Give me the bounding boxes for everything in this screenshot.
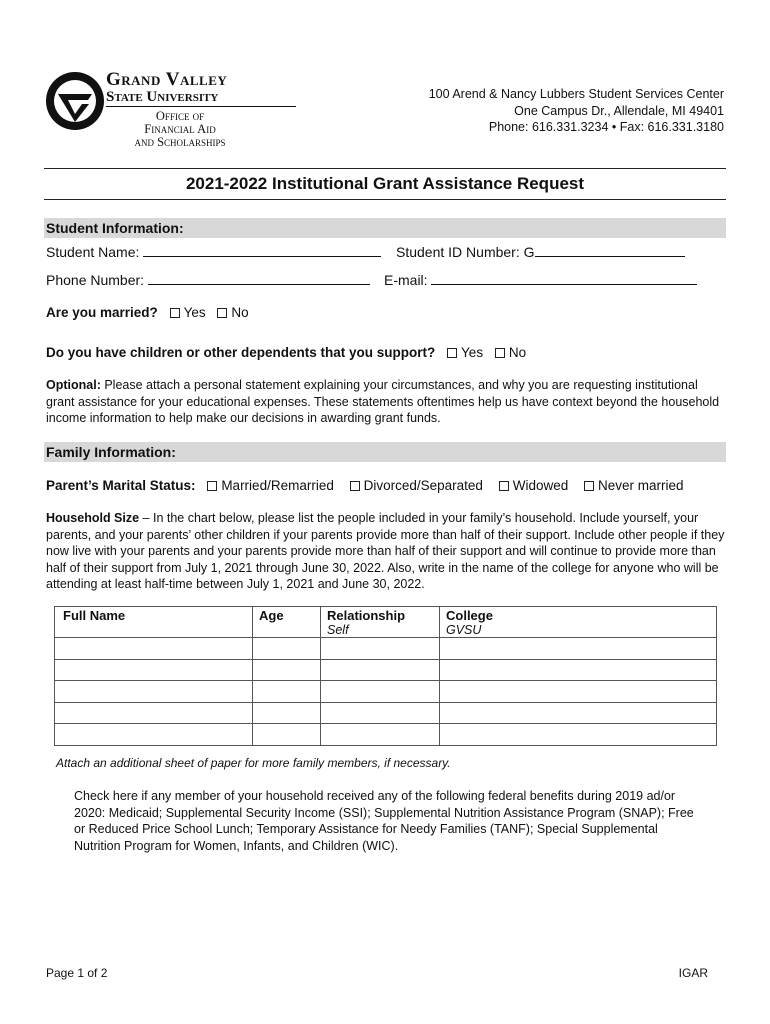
dependents-no-checkbox[interactable] — [495, 348, 505, 358]
married-no-label: No — [231, 305, 249, 320]
marital-option-label: Never married — [598, 478, 684, 493]
logo-line-1: Grand Valley — [106, 69, 228, 90]
column-header-full-name: Full Name — [55, 607, 253, 638]
household-size-label: Household Size — [46, 511, 140, 525]
dependents-yes-label: Yes — [461, 345, 484, 360]
married-yes-checkbox[interactable] — [170, 308, 180, 318]
table-row[interactable] — [55, 638, 717, 660]
household-size-text: – In the chart below, please list the people included in your family’s household. Include yourself, your parents, and your parents’ other children if your parents provide more than half of their support. Include other people if they now live with your parents and your parents provide more than half of their support and will continue to provide more than half of their support from July 1, 2021 through June 30, 2022. Also, write in the name of the college for anyone who will be attending at least half-time between July 1, 2021 and June 30, 2022. — [46, 511, 725, 591]
office-address — [429, 86, 724, 136]
form-title: 2021-2022 Institutional Grant Assistance Request — [185, 174, 585, 193]
student-id-row — [396, 244, 685, 260]
student-id-field[interactable] — [535, 244, 685, 257]
office-name: Office of Financial Aid and Scholarships — [134, 109, 226, 149]
page-number: Page 1 of 2 — [46, 966, 108, 980]
student-info-heading: Student Information: — [44, 218, 726, 238]
column-header-college: College GVSU — [440, 607, 717, 638]
table-header-row — [55, 607, 717, 638]
marital-option-label: Married/Remarried — [221, 478, 334, 493]
student-name-field[interactable] — [143, 244, 381, 257]
widowed-checkbox[interactable] — [499, 481, 509, 491]
example-college: GVSU — [446, 623, 482, 637]
household-size-instructions — [46, 510, 726, 593]
optional-statement — [46, 377, 726, 427]
divorced-separated-checkbox[interactable] — [350, 481, 360, 491]
student-id-label: Student ID Number: G — [396, 244, 535, 260]
marital-status-row — [46, 478, 684, 493]
phone-field[interactable] — [148, 272, 370, 285]
optional-label: Optional: — [46, 378, 101, 392]
family-info-heading: Family Information: — [44, 442, 726, 462]
optional-text: Please attach a personal statement explaining your circumstances, and why you are requesting institutional grant assistance for your educational expenses. These statements oftentimes help us have context beyond the household income information to help make our decisions in awarding grant funds. — [46, 378, 720, 425]
table-row[interactable] — [55, 724, 717, 746]
column-header-age: Age — [253, 607, 321, 638]
dependents-yes-checkbox[interactable] — [447, 348, 457, 358]
email-field[interactable] — [431, 272, 697, 285]
never-married-checkbox[interactable] — [584, 481, 594, 491]
example-relationship: Self — [327, 623, 349, 637]
email-row — [384, 272, 697, 288]
phone-label: Phone Number: — [46, 272, 145, 288]
married-question: Are you married? — [46, 305, 158, 320]
address-line: One Campus Dr., Allendale, MI 49401 — [514, 103, 724, 118]
column-header-relationship: Relationship Self — [321, 607, 440, 638]
title-bar — [44, 168, 726, 200]
dependents-no-label: No — [508, 345, 527, 360]
gvsu-logo — [44, 68, 264, 152]
marital-option-label: Widowed — [512, 478, 569, 493]
marital-status-label: Parent’s Marital Status: — [46, 478, 196, 493]
contact-line: Phone: 616.331.3234 • Fax: 616.331.3180 — [488, 120, 724, 134]
married-question-row — [46, 305, 249, 320]
household-table — [54, 606, 717, 746]
logo-line-2: State University — [106, 89, 296, 107]
email-label: E-mail: — [384, 272, 428, 288]
table-row[interactable] — [55, 702, 717, 724]
student-name-label: Student Name: — [46, 244, 140, 260]
gvsu-emblem-icon — [44, 70, 106, 132]
table-row[interactable] — [55, 681, 717, 703]
table-row[interactable] — [55, 659, 717, 681]
phone-row — [46, 272, 370, 288]
federal-benefits-text: Check here if any member of your household received any of the following federal benefits during 2019 ad/or 2020: Medicaid; Supplemental Security Income (SSI); Supplemental Nutrition Assistance Program (SNAP); Free or Reduced Price School Lunch; Temporary Assistance for Needy Families (TANF); Special Supplemental Nutrition Program for Women, Infants, and Children (WIC). — [74, 789, 694, 853]
address-line: 100 Arend & Nancy Lubbers Student Services Center — [428, 87, 724, 101]
student-name-row — [46, 244, 381, 260]
dependents-question-row — [46, 345, 526, 360]
married-yes-label: Yes — [183, 305, 206, 320]
attach-note: Attach an additional sheet of paper for more family members, if necessary. — [56, 756, 451, 770]
dependents-question: Do you have children or other dependents that you support? — [46, 345, 436, 360]
marital-option-label: Divorced/Separated — [363, 478, 483, 493]
married-remarried-checkbox[interactable] — [207, 481, 217, 491]
married-no-checkbox[interactable] — [217, 308, 227, 318]
form-code: IGAR — [678, 966, 708, 980]
